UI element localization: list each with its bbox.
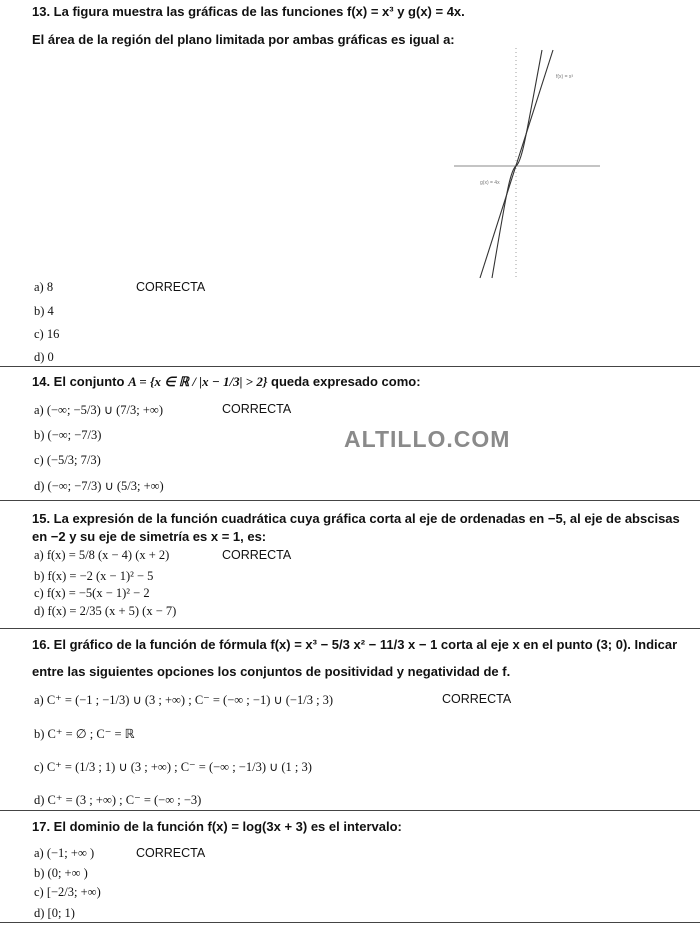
divider — [0, 628, 700, 629]
q15-stem-line1: 15. La expresión de la función cuadrática cuya gráfica corta al eje de ordenadas en −5, al eje de abscisas — [32, 511, 680, 526]
q15-stem-line2: en −2 y su eje de simetría es x = 1, es: — [32, 529, 267, 544]
q15-option-d[interactable]: d) f(x) = 2/35 (x + 5) (x − 7) — [34, 604, 177, 618]
g-line — [480, 50, 553, 278]
divider — [0, 810, 700, 811]
q17-option-d[interactable]: d) [0; 1) — [34, 906, 75, 920]
q13-option-b[interactable]: b) 4 — [34, 304, 54, 318]
q15-option-a[interactable]: a) f(x) = 5/8 (x − 4) (x + 2) — [34, 548, 170, 562]
q13-function-graph — [448, 46, 608, 282]
divider — [0, 366, 700, 367]
q13-stem-line1: 13. La figura muestra las gráficas de las funciones f(x) = x³ y g(x) = 4x. — [32, 4, 465, 19]
q13-option-a[interactable]: a) 8 — [34, 280, 54, 294]
q17-option-a[interactable]: a) (−1; +∞ ) — [34, 846, 95, 860]
q14-stem-end: queda expresado como: — [271, 374, 421, 389]
q17-option-c[interactable]: c) [−2/3; +∞) — [34, 885, 101, 899]
divider — [0, 922, 700, 923]
q14-set-expression: A = {x ∈ ℝ / |x − 1/3| > 2} — [128, 374, 268, 389]
q13-option-d[interactable]: d) 0 — [34, 350, 54, 364]
q14-stem — [32, 374, 421, 390]
q13-correct-mark: CORRECTA — [136, 280, 206, 294]
q17-stem: 17. El dominio de la función f(x) = log(3x + 3) es el intervalo: — [32, 819, 402, 834]
q17-option-b[interactable]: b) (0; +∞ ) — [34, 866, 88, 880]
q14-option-a[interactable]: a) (−∞; −5/3) ∪ (7/3; +∞) — [34, 403, 163, 417]
q16-option-b[interactable]: b) C⁺ = ∅ ; C⁻ = ℝ — [34, 727, 135, 741]
q16-option-c[interactable]: c) C⁺ = (1/3 ; 1) ∪ (3 ; +∞) ; C⁻ = (−∞ ; −1/3) ∪ (1 ; 3) — [34, 760, 312, 774]
divider — [0, 500, 700, 501]
q14-option-b[interactable]: b) (−∞; −7/3) — [34, 428, 102, 442]
q16-option-d[interactable]: d) C⁺ = (3 ; +∞) ; C⁻ = (−∞ ; −3) — [34, 793, 202, 807]
q16-option-a[interactable]: a) C⁺ = (−1 ; −1/3) ∪ (3 ; +∞) ; C⁻ = (−∞ ; −1) ∪ (−1/3 ; 3) — [34, 693, 334, 707]
g-label: g(x) = 4x — [480, 180, 500, 186]
q13-option-c[interactable]: c) 16 — [34, 327, 60, 341]
q15-option-b[interactable]: b) f(x) = −2 (x − 1)² − 5 — [34, 569, 154, 583]
q16-stem-line1: 16. El gráfico de la función de fórmula f(x) = x³ − 5/3 x² − 11/3 x − 1 corta al eje x en el punto (3; 0). Indicar — [32, 637, 678, 652]
q16-stem-line2: entre las siguientes opciones los conjuntos de positividad y negatividad de f. — [32, 664, 511, 679]
q15-correct-mark: CORRECTA — [222, 548, 292, 562]
q15-option-c[interactable]: c) f(x) = −5(x − 1)² − 2 — [34, 586, 150, 600]
watermark-logo: ALTILLO.COM — [344, 426, 511, 452]
q14-option-c[interactable]: c) (−5/3; 7/3) — [34, 453, 101, 467]
q13-stem-line2: El área de la región del plano limitada por ambas gráficas es igual a: — [32, 32, 455, 47]
q14-correct-mark: CORRECTA — [222, 402, 292, 416]
q16-correct-mark: CORRECTA — [442, 692, 512, 706]
f-label: f(x) = x³ — [556, 74, 574, 80]
q17-correct-mark: CORRECTA — [136, 846, 206, 860]
q14-stem-start: 14. El conjunto — [32, 374, 125, 389]
q14-option-d[interactable]: d) (−∞; −7/3) ∪ (5/3; +∞) — [34, 479, 164, 493]
